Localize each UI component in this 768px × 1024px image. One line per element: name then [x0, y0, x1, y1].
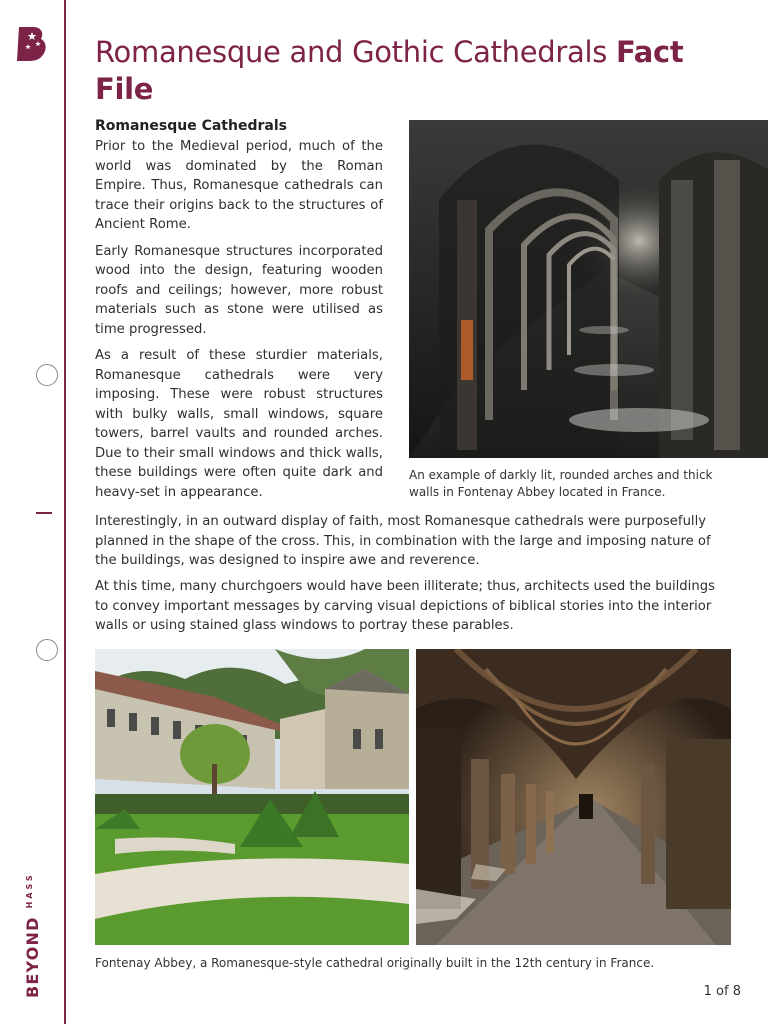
beyond-logo-icon [14, 24, 50, 64]
brand-sub: HASS [25, 872, 34, 909]
caption-corridor: An example of darkly lit, rounded arches and thick walls in Fontenay Abbey located in France. [409, 468, 713, 499]
page-indicator: 1 of 8 [703, 984, 741, 999]
paragraph-origins: Prior to the Medieval period, much of the world was dominated by the Roman Empire. Thus, Romanesque cathedrals can trace their origins back to the structures of Ancient Rome. [95, 139, 383, 232]
column-text [95, 117, 383, 509]
binder-hole-top [36, 364, 58, 386]
brand-name: BEYOND [23, 916, 42, 998]
paragraph-imposing: As a result of these sturdier materials, Romanesque cathedrals were very imposing. These were robust structures with bulky walls, small windows, square towers, barrel vaults and rounded arches. Due to their small windows and thick walls, these buildings were often quite dark and heavy-set in appearance. [95, 348, 383, 500]
paragraph-materials: Early Romanesque structures incorporated wood into the design, featuring wooden roofs and ceilings; however, more robust materials such as stone were utilised as time progressed. [95, 243, 383, 337]
corridor-photo [409, 120, 768, 458]
paragraph-illiteracy: At this time, many churchgoers would have been illiterate; thus, architects used the buildings to convey important messages by carving visual depictions of biblical stories into the interior walls or using stained glass windows to portray these parables. [95, 579, 715, 633]
fold-mark [36, 512, 52, 514]
binder-hole-bottom [36, 639, 58, 661]
paragraph-cross-shape: Interestingly, in an outward display of faith, most Romanesque cathedrals were purposefully planned in the shape of the cross. This, in combination with the large and imposing nature of the buildings, was designed to inspire awe and reverence. [95, 514, 711, 568]
brand-wordmark [23, 872, 42, 998]
caption-abbey: Fontenay Abbey, a Romanesque-style cathedral originally built in the 12th century in France. [95, 956, 655, 970]
section-heading: Romanesque Cathedrals [95, 118, 287, 134]
title-regular: Romanesque and Gothic Cathedrals [95, 35, 616, 69]
cloister-photo [416, 649, 731, 945]
page-title [95, 34, 735, 108]
margin-rule [64, 0, 66, 1024]
title-bold: Fact File [95, 35, 684, 106]
abbey-exterior-photo [95, 649, 409, 945]
